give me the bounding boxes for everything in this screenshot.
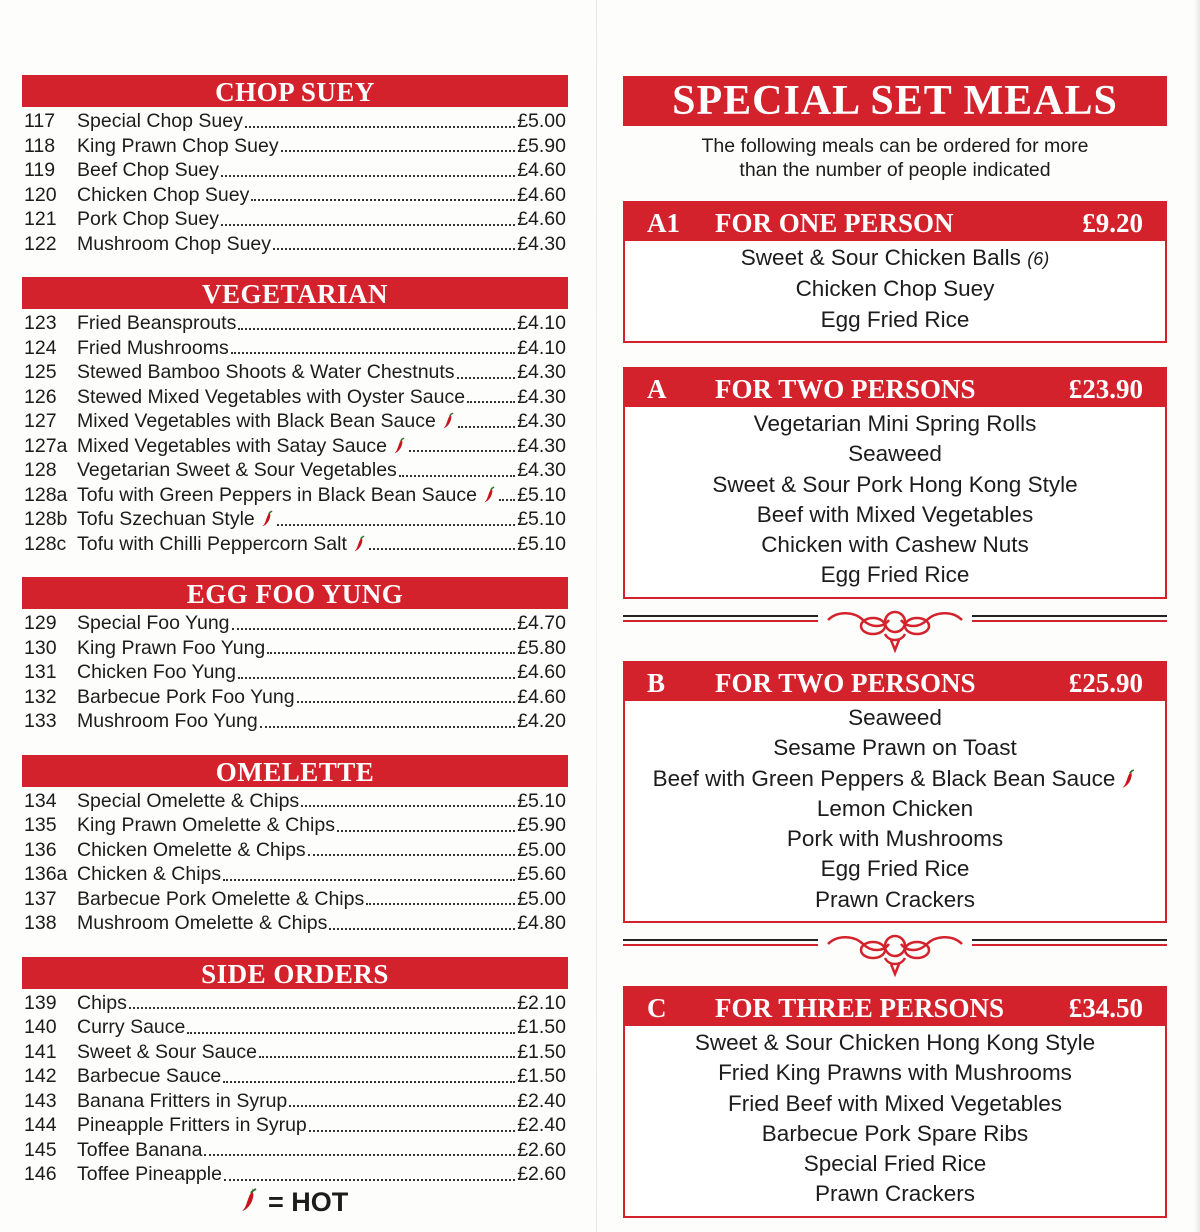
leader-dots [224,1177,515,1181]
set-meal-item-text: Egg Fried Rice [820,562,970,588]
menu-item-row [22,1064,568,1089]
set-meal-item [625,500,1165,530]
section-title: VEGETARIAN [22,277,568,309]
item-price: £4.30 [517,361,566,383]
menu-section [22,75,568,256]
item-number: 120 [24,183,57,206]
chili-icon [483,485,497,503]
item-number: 131 [24,661,57,683]
menu-item-row [22,838,568,863]
item-list [22,787,568,936]
item-name: Special Omelette & Chips [77,789,300,812]
set-meal-item-text: Beef with Green Peppers & Black Bean Sauce [652,765,1116,791]
set-meal-item [625,1089,1165,1119]
leader-dots [337,828,515,832]
item-price: £2.40 [517,1089,566,1112]
item-name: Mushroom Omelette & Chips [77,912,328,934]
set-meal-code: A1 [647,208,680,238]
set-meal-item [625,794,1165,824]
set-meal-box [623,661,1167,923]
item-price: £1.50 [517,1065,566,1087]
item-price: £5.00 [517,110,566,132]
item-price: £5.00 [517,838,566,861]
set-meal-item [625,1058,1165,1088]
item-name: Tofu with Green Peppers in Black Bean Sauce [77,483,477,506]
item-price: £2.60 [517,1163,566,1185]
leader-dots [329,926,515,930]
leader-dots [223,1079,515,1083]
leader-dots [231,350,515,354]
item-price: £5.90 [517,814,566,836]
set-meal-box [623,986,1167,1218]
menu-item-row [22,1089,568,1114]
set-meal-items [625,241,1165,341]
item-number: 139 [24,991,57,1014]
item-price: £4.60 [517,661,566,683]
item-price: £4.20 [517,710,566,732]
intro-line-2: than the number of people indicated [739,159,1051,181]
set-meal-code: C [647,993,667,1023]
menu-item-row [22,660,568,685]
item-name: Beef Chop Suey [77,159,220,181]
menu-item-row [22,813,568,838]
item-number: 126 [24,385,57,408]
item-name: Fried Mushrooms [77,336,229,359]
item-number: 127 [24,410,57,432]
item-price: £5.60 [517,863,566,885]
set-meal-item [625,560,1165,590]
leader-dots [366,901,515,905]
set-meal-item [625,274,1165,304]
item-name: Chicken Foo Yung [77,661,236,683]
menu-item-row [22,1040,568,1065]
menu-item-row [22,1015,568,1040]
section-title: OMELETTE [22,755,568,787]
hot-key-label: = HOT [268,1187,349,1217]
item-name: Tofu with Chilli Peppercorn Salt [77,532,347,555]
page-edge-shadow [1194,0,1200,1232]
set-meal-item [625,243,1165,274]
item-number: 143 [24,1089,57,1112]
menu-item-row [22,862,568,887]
leader-dots [309,1128,515,1132]
leader-dots [273,246,515,250]
menu-item-row [22,636,568,661]
leader-dots [267,650,515,654]
menu-left-column [22,75,568,1187]
item-name: Chicken Omelette & Chips [77,838,306,861]
menu-item-row [22,434,568,459]
set-meal-code: B [647,668,666,698]
item-list [22,309,568,556]
set-meal-price: £23.90 [1068,374,1143,404]
item-name: Curry Sauce [77,1016,186,1038]
leader-dots [281,148,516,152]
leader-dots [238,675,515,679]
set-meal-item [625,885,1165,915]
menu-item-row [22,183,568,208]
set-meal-item [625,1028,1165,1058]
menu-item-row [22,685,568,710]
set-meal-price: £25.90 [1068,668,1143,698]
menu-item-row [22,1162,568,1187]
leader-dots [301,803,515,807]
leader-dots [221,222,515,226]
item-name: Stewed Mixed Vegetables with Oyster Sauce [77,385,466,408]
set-meal-item-text: Fried King Prawns with Mushrooms [718,1060,1072,1086]
set-meal-item [625,1179,1165,1209]
item-name: King Prawn Foo Yung [77,636,266,659]
item-number: 123 [24,312,57,334]
leader-dots [238,326,515,330]
menu-item-row [22,709,568,734]
chili-icon [442,411,456,429]
item-name: Vegetarian Sweet & Sour Vegetables [77,459,397,481]
item-price: £4.60 [517,208,566,230]
chili-icon [240,1186,260,1219]
set-meal-item [625,1119,1165,1149]
set-meal-header [625,988,1165,1026]
set-meal-item-text: Sesame Prawn on Toast [773,735,1017,761]
item-price: £4.30 [517,459,566,481]
item-price: £4.60 [517,685,566,708]
item-name: Banana Fritters in Syrup [77,1089,288,1112]
item-name: Mixed Vegetables with Satay Sauce [77,434,388,457]
item-number: 132 [24,685,57,708]
menu-item-row [22,789,568,814]
section-title: SIDE ORDERS [22,957,568,989]
item-number: 128c [24,532,67,555]
item-name: Sweet & Sour Sauce [77,1040,257,1063]
set-meal-item [625,470,1165,500]
item-name: Barbecue Sauce [77,1065,222,1087]
leader-dots [467,399,515,403]
set-meal-item-qty: (6) [1027,249,1050,269]
set-meal-items [625,1026,1165,1216]
item-price: £5.10 [517,508,566,530]
item-number: 118 [24,134,56,157]
item-number: 136 [24,838,57,861]
set-meal-item-text: Sweet & Sour Chicken Balls [740,245,1021,270]
item-name: King Prawn Chop Suey [77,134,279,157]
item-name: Special Chop Suey [77,110,243,132]
leader-dots [369,546,515,550]
set-meal-item [625,733,1165,763]
set-meal-label: FOR THREE PERSONS [715,993,1005,1023]
item-number: 136a [24,863,68,885]
section-title: EGG FOO YUNG [22,577,568,609]
item-number: 124 [24,336,57,359]
set-meal-item [625,703,1165,733]
item-name: Stewed Bamboo Shoots & Water Chestnuts [77,361,455,383]
item-price: £5.00 [517,887,566,910]
set-meal-item [625,409,1165,439]
menu-item-row [22,385,568,410]
item-number: 128b [24,508,68,530]
menu-item-row [22,507,568,532]
item-number: 128a [24,483,68,506]
set-meals-column [623,76,1167,1207]
leader-dots [409,448,515,452]
item-price: £4.60 [517,183,566,206]
item-price: £4.10 [517,336,566,359]
item-number: 122 [24,232,57,255]
set-meal-item-text: Fried Beef with Mixed Vegetables [728,1090,1062,1116]
item-number: 121 [24,208,57,230]
item-name: Chips [77,991,127,1014]
set-meal-item-text: Chicken with Cashew Nuts [761,532,1029,558]
item-number: 141 [24,1040,57,1063]
menu-section [22,957,568,1187]
leader-dots [458,424,515,428]
set-meals-title: SPECIAL SET MEALS [623,76,1167,126]
item-price: £4.30 [517,434,566,457]
set-meal-item-text: Sweet & Sour Pork Hong Kong Style [712,471,1078,497]
set-meal-item-text: Sweet & Sour Chicken Hong Kong Style [694,1030,1096,1055]
leader-dots [399,473,515,477]
item-name: King Prawn Omelette & Chips [77,814,335,836]
leader-dots [289,1103,515,1107]
item-price: £4.30 [517,232,566,255]
menu-item-row [22,207,568,232]
page-fold [596,0,597,1232]
leader-dots [204,1152,515,1156]
item-price: £5.10 [517,789,566,812]
set-meal-item-text: Special Fried Rice [803,1151,987,1177]
menu-item-row [22,360,568,385]
leader-dots [499,497,515,501]
item-name: Chicken & Chips [77,863,222,885]
menu-item-row [22,134,568,159]
item-number: 130 [24,636,57,659]
item-number: 135 [24,814,57,836]
set-meal-item [625,824,1165,854]
item-list [22,609,568,734]
set-meal-box [623,367,1167,599]
item-number: 146 [24,1163,57,1185]
set-meal-item-text: Prawn Crackers [814,886,976,912]
menu-section [22,277,568,556]
item-number: 144 [24,1114,57,1136]
item-number: 129 [24,612,57,634]
leader-dots [251,197,515,201]
item-name: Toffee Banana [77,1138,203,1161]
chili-icon [261,509,275,527]
set-meal-item [625,305,1165,335]
item-price: £1.50 [517,1016,566,1038]
set-meal-item [625,1149,1165,1179]
leader-dots [245,124,515,128]
set-meal-label: FOR TWO PERSONS [715,668,976,698]
set-meal-items [625,701,1165,921]
menu-item-row [22,458,568,483]
leader-dots [297,699,516,703]
item-number: 145 [24,1138,57,1161]
menu-item-row [22,311,568,336]
set-meal-item [625,854,1165,884]
leader-dots [187,1030,515,1034]
set-meal-code: A [647,374,667,404]
item-price: £5.90 [517,134,566,157]
item-name: Toffee Pineapple [77,1163,222,1185]
intro-line-1: The following meals can be ordered for more [701,135,1089,157]
set-meal-item-text: Lemon Chicken [816,795,974,821]
item-list [22,989,568,1187]
item-number: 117 [24,110,56,132]
set-meal-item-text: Vegetarian Mini Spring Rolls [753,411,1037,436]
item-name: Barbecue Pork Omelette & Chips [77,887,365,910]
item-number: 125 [24,361,57,383]
leader-dots [457,375,516,379]
set-meal-item-text: Seaweed [848,705,942,730]
section-title: CHOP SUEY [22,75,568,107]
item-name: Mushroom Foo Yung [77,710,258,732]
set-meal-item-text: Pork with Mushrooms [786,826,1004,852]
item-name: Fried Beansprouts [77,312,237,334]
menu-item-row [22,911,568,936]
menu-item-row [22,409,568,434]
menu-item-row [22,611,568,636]
menu-item-row [22,1113,568,1138]
menu-item-row [22,109,568,134]
item-price: £5.10 [517,532,566,555]
item-name: Pork Chop Suey [77,208,219,230]
menu-section [22,577,568,734]
item-number: 137 [24,887,57,910]
set-meal-item [625,439,1165,469]
item-name: Special Foo Yung [77,612,230,634]
leader-dots [221,173,515,177]
set-meal-item-text: Prawn Crackers [814,1181,976,1207]
item-list [22,107,568,256]
set-meal-item-text: Beef with Mixed Vegetables [756,501,1034,527]
item-name: Pineapple Fritters in Syrup [77,1114,307,1136]
menu-item-row [22,532,568,557]
item-price: £4.70 [517,612,566,634]
menu-item-row [22,483,568,508]
item-name: Mushroom Chop Suey [77,232,272,255]
chili-icon [353,534,367,552]
set-meal-item-text: Seaweed [848,441,942,467]
set-meal-header [625,663,1165,701]
set-meal-items [625,407,1165,597]
item-price: £4.10 [517,312,566,334]
leader-dots [223,877,515,881]
leader-dots [259,1054,515,1058]
set-meal-header [625,369,1165,407]
item-price: £1.50 [517,1040,566,1063]
chili-icon [1121,767,1137,789]
ornamental-divider [623,604,1167,656]
menu-section [22,755,568,936]
set-meal-item-text: Egg Fried Rice [820,306,970,332]
leader-dots [260,724,516,728]
set-meal-price: £9.20 [1082,208,1143,238]
item-number: 128 [24,459,57,481]
set-meals-intro [623,134,1167,190]
item-name: Barbecue Pork Foo Yung [77,685,295,708]
menu-item-row [22,991,568,1016]
hot-key-legend [240,1186,348,1219]
item-number: 140 [24,1016,57,1038]
set-meal-header [625,203,1165,241]
set-meal-label: FOR TWO PERSONS [715,374,976,404]
chili-icon [393,436,407,454]
menu-item-row [22,336,568,361]
item-price: £4.30 [517,410,566,432]
item-price: £5.10 [517,483,566,506]
item-price: £2.60 [517,1138,566,1161]
set-meal-box [623,201,1167,343]
menu-item-row [22,232,568,257]
item-number: 127a [24,434,68,457]
set-meal-item [625,530,1165,560]
set-meal-item-text: Barbecue Pork Spare Ribs [761,1120,1029,1146]
item-price: £2.10 [517,991,566,1014]
set-meal-item-text: Chicken Chop Suey [795,276,995,302]
menu-item-row [22,158,568,183]
item-name: Tofu Szechuan Style [77,508,255,530]
item-price: £4.60 [517,159,566,181]
item-price: £4.30 [517,385,566,408]
leader-dots [308,852,516,856]
set-meal-price: £34.50 [1068,993,1143,1023]
item-number: 133 [24,710,57,732]
item-number: 119 [24,159,56,181]
item-price: £5.80 [517,636,566,659]
leader-dots [232,626,516,630]
item-name: Chicken Chop Suey [77,183,250,206]
set-meal-item-text: Egg Fried Rice [820,856,970,882]
menu-item-row [22,887,568,912]
leader-dots [129,1005,515,1009]
leader-dots [277,522,515,526]
item-number: 138 [24,912,57,934]
item-price: £2.40 [517,1114,566,1136]
set-meal-item [625,764,1165,794]
menu-item-row [22,1138,568,1163]
item-number: 142 [24,1065,57,1087]
item-number: 134 [24,789,57,812]
item-name: Mixed Vegetables with Black Bean Sauce [77,410,436,432]
set-meal-label: FOR ONE PERSON [715,208,954,238]
item-price: £4.80 [517,912,566,934]
ornamental-divider [623,928,1167,980]
